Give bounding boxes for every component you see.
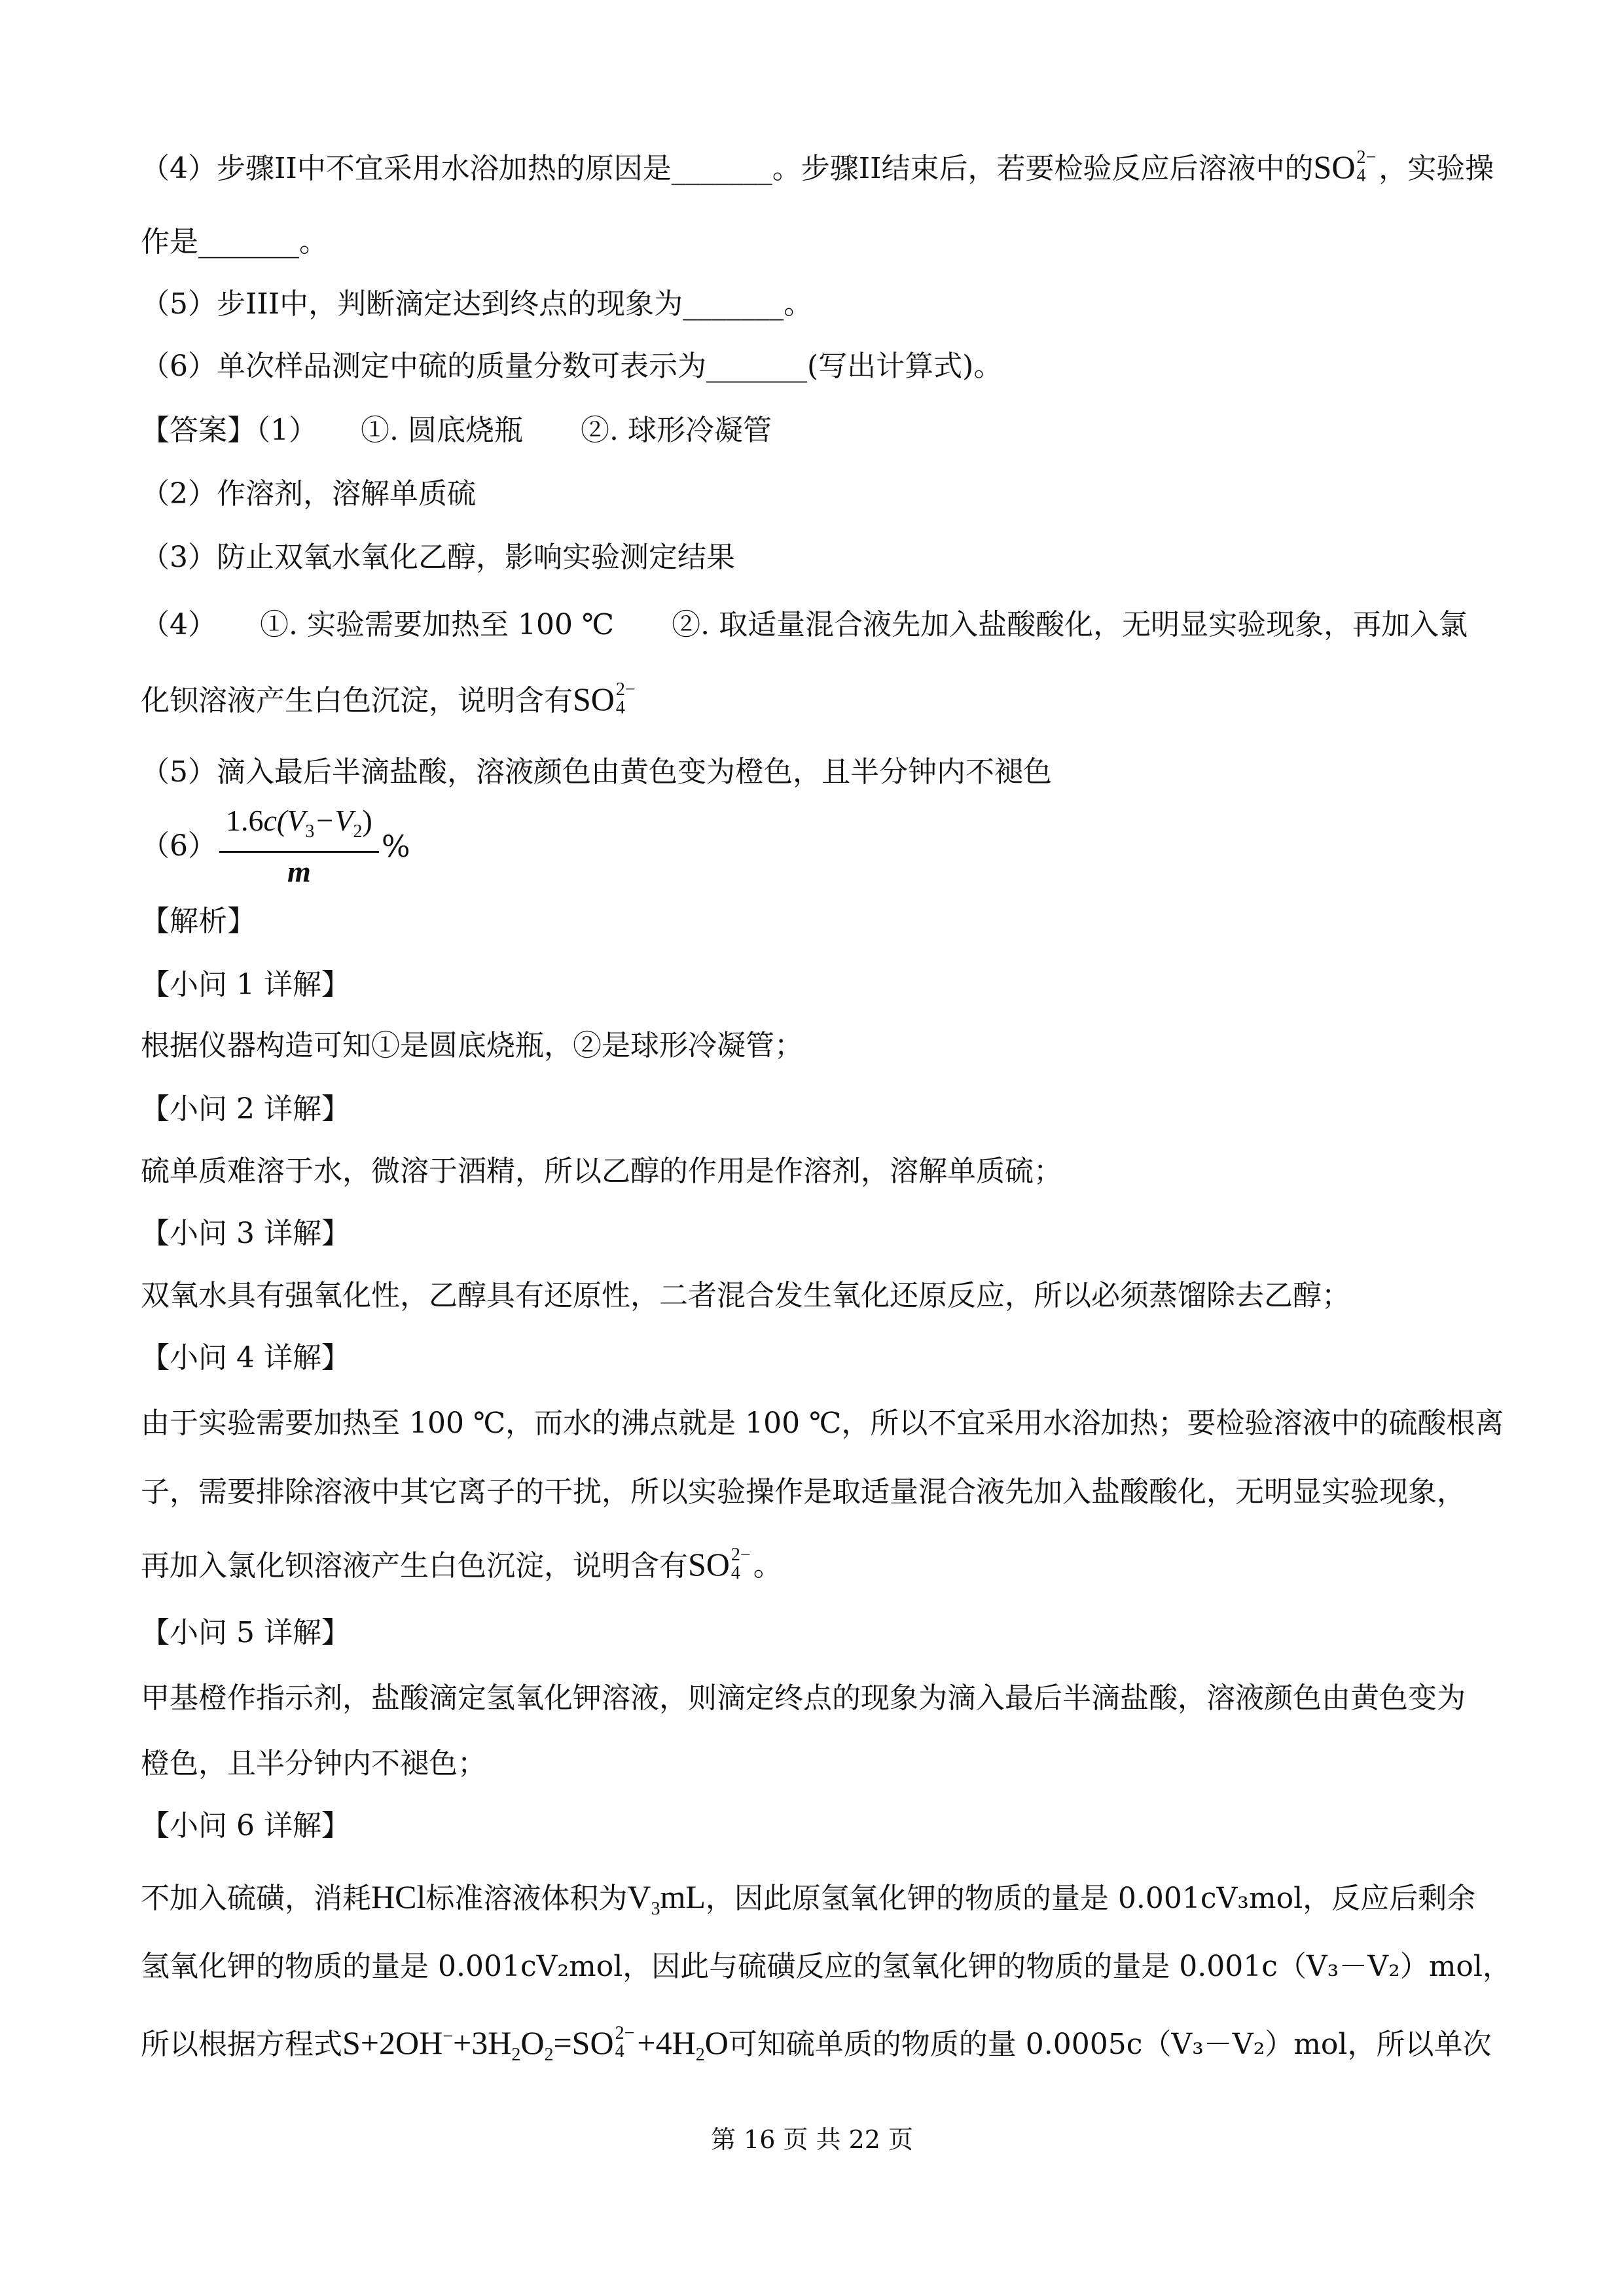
sulfate-symbol: SO <box>688 1546 730 1583</box>
answer-3 <box>141 538 1483 577</box>
subquestion-3-text <box>141 1276 1483 1316</box>
answer-6 <box>141 802 1483 891</box>
paragraph-6-text-c: ，因此原氢氧化钾的物质的量是 0.001cV₃mol，反应后剩余 <box>705 1882 1476 1915</box>
paragraph-6-text-b: 标准溶液体积为 <box>425 1882 628 1915</box>
sulfate-charge: 2− 4 <box>615 679 636 718</box>
subquestion-4-heading <box>141 1338 1483 1378</box>
question-6-text: （6）单次样品测定中硫的质量分数可表示为_______(写出计算式)。 <box>141 350 1003 383</box>
answer-2 <box>141 475 1483 514</box>
question-4-text: （4）步骤II中不宜采用水浴加热的原因是_______。步骤II结束后，若要检验反应后溶液中的 <box>141 152 1314 185</box>
paragraph-4-line-3: 再加入氯化钡溶液产生白色沉淀，说明含有 <box>141 1549 688 1583</box>
volume-symbol: V <box>627 1878 651 1915</box>
subquestion-2-heading <box>141 1090 1483 1129</box>
hcl-formula: HCl <box>371 1878 426 1915</box>
paragraph-4-line-2: 子，需要排除溶液中其它离子的干扰，所以实验操作是取适量混合液先加入盐酸酸化，无明显实验现象， <box>141 1475 1466 1509</box>
heading-1: 【小问 1 详解】 <box>141 968 350 1001</box>
paragraph-5-line-2: 橙色，且半分钟内不褪色； <box>141 1747 486 1780</box>
answer-5-text: （5）滴入最后半滴盐酸，溶液颜色由黄色变为橙色，且半分钟内不褪色 <box>141 755 1052 789</box>
question-4-text-end: ，实验操 <box>1379 152 1494 185</box>
subquestion-4-line-3 <box>141 1545 1483 1587</box>
answer-6-prefix: （6） <box>141 829 217 863</box>
answer-3-text: （3）防止双氧水氧化乙醇，影响实验测定结果 <box>141 541 735 574</box>
answer-1-text: 【答案】（1） ①. 圆底烧瓶 ②. 球形冷凝管 <box>141 414 772 447</box>
subquestion-1-text <box>141 1026 1483 1066</box>
sulfate-symbol: SO <box>1313 149 1356 185</box>
paragraph-6-line-3-end: 可知硫单质的物质的量 0.0005c（V₃－V₂）mol，所以单次 <box>728 2028 1492 2061</box>
paragraph-1: 根据仪器构造可知①是圆底烧瓶，②是球形冷凝管； <box>141 1029 803 1062</box>
paragraph-4-line-1: 由于实验需要加热至 100 ℃，而水的沸点就是 100 ℃，所以不宜采用水浴加热；要检验溶液中的硫酸根离 <box>141 1407 1504 1440</box>
equation: $S+2OH^-+3H_2O_2=SO$ <box>342 2024 614 2065</box>
equation-products: $+4H_2O$ <box>637 2024 729 2065</box>
subquestion-1-heading <box>141 965 1483 1005</box>
paragraph-6-text: 不加入硫磺，消耗 <box>141 1882 371 1915</box>
subquestion-2-text <box>141 1152 1483 1191</box>
question-5-text: （5）步III中，判断滴定达到终点的现象为_______。 <box>141 287 813 321</box>
subquestion-6-heading <box>141 1806 1483 1846</box>
answer-2-text: （2）作溶剂，溶解单质硫 <box>141 477 476 511</box>
answer-4-text: （4） ①. 实验需要加热至 100 ℃ ②. 取适量混合液先加入盐酸酸化，无明显实验现象，再加入氯 <box>141 608 1468 641</box>
subquestion-6-line-2 <box>141 1947 1511 1986</box>
answer-4-line-1 <box>141 605 1483 645</box>
heading-5: 【小问 5 详解】 <box>141 1616 350 1649</box>
sulfate-charge: 2− 4 <box>731 1544 751 1583</box>
question-4-line-2 <box>141 223 1483 262</box>
question-4-blank: 作是_______。 <box>141 225 328 259</box>
page-footer: 第 16 页 共 22 页 <box>710 2125 914 2154</box>
paragraph-5-line-1: 甲基橙作指示剂，盐酸滴定氢氧化钾溶液，则滴定终点的现象为滴入最后半滴盐酸，溶液颜色由黄色变为 <box>141 1681 1466 1715</box>
paragraph-3: 双氧水具有强氧化性，乙醇具有还原性，二者混合发生氧化还原反应，所以必须蒸馏除去乙醇； <box>141 1279 1350 1312</box>
sulfate-charge: 2− 4 <box>615 2022 635 2062</box>
question-5 <box>141 285 1483 324</box>
heading-2: 【小问 2 详解】 <box>141 1092 350 1126</box>
subquestion-3-heading <box>141 1214 1483 1253</box>
paragraph-6-line-2: 氢氧化钾的物质的量是 0.001cV₂mol，因此与硫磺反应的氢氧化钾的物质的量是 0.001c（V₃－V₂）mol， <box>141 1950 1511 1983</box>
subquestion-6-line-3 <box>141 2017 1492 2075</box>
paragraph-6-line-3: 所以根据方程式 <box>141 2028 342 2061</box>
subquestion-4-line-1 <box>141 1404 1504 1443</box>
heading-6: 【小问 6 详解】 <box>141 1809 350 1842</box>
answer-4-line-2 <box>141 679 1483 721</box>
unit-ml: mL <box>660 1878 706 1915</box>
period: 。 <box>753 1549 782 1583</box>
percent-sign: % <box>381 829 410 864</box>
analysis-title-text: 【解析】 <box>141 905 256 938</box>
analysis-title <box>141 902 1483 941</box>
answer-5 <box>141 753 1483 792</box>
subquestion-5-line-1 <box>141 1679 1483 1718</box>
question-6 <box>141 347 1483 386</box>
subquestion-4-line-2 <box>141 1473 1483 1512</box>
subquestion-5-heading <box>141 1613 1483 1653</box>
fraction-denominator: m <box>287 855 311 888</box>
fraction-numerator: $1.6c(V_3-V_2)$ <box>219 802 379 853</box>
heading-3: 【小问 3 详解】 <box>141 1217 350 1250</box>
heading-4: 【小问 4 详解】 <box>141 1341 350 1374</box>
answer-1 <box>141 411 1483 450</box>
sulfate-symbol: SO <box>573 681 615 717</box>
subquestion-6-line-1 <box>141 1877 1483 1929</box>
answer-6-fraction <box>219 802 379 891</box>
volume-subscript: 3 <box>651 1899 660 1919</box>
answer-4-text-2: 化钡溶液产生白色沉淀，说明含有 <box>141 684 573 717</box>
sulfate-charge: 2− 4 <box>1356 147 1377 186</box>
paragraph-2: 硫单质难溶于水，微溶于酒精，所以乙醇的作用是作溶剂，溶解单质硫； <box>141 1155 1062 1188</box>
question-4-line-1 <box>141 147 1494 189</box>
subquestion-5-line-2 <box>141 1744 1483 1784</box>
